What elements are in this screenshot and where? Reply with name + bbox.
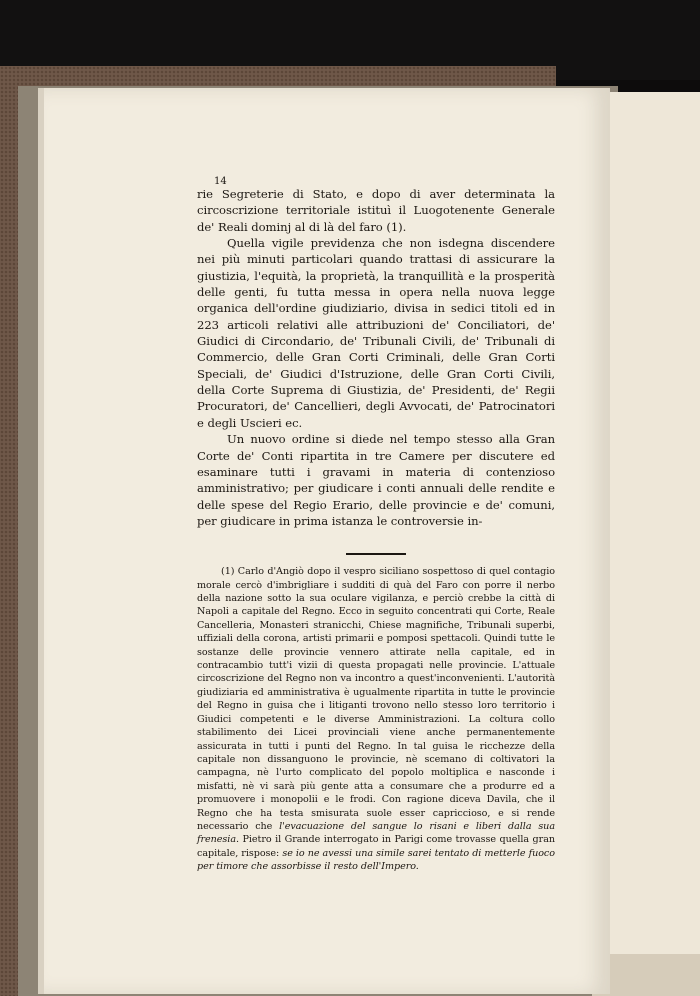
footnote-italic-quote-1: l'evacuazione del sangue lo risani e liberi dalla sua frenesia. <box>197 820 555 846</box>
footnote <box>197 565 555 873</box>
footnote-italic-quote-2: se io ne avessi una simile sarei tentato di metterle fuoco per timore che assorbisse il resto dell'Impero. <box>197 847 555 873</box>
footnote-text: (1) Carlo d'Angiò dopo il vespro siciliano sospettoso di quel contagio morale cercò d'imbrigliare i sudditi di quà del Faro con porre il nerbo della nazione sotto la sua oculare vigilanza, e perciò crebbe la città di Napoli a capitale del Regno. Ecco in seguito concentrati qui Corte, Reale Cancelleria, Monasteri stranicchi, Chiese magnifiche, Tribunali superbi, uffiziali della corona, artisti primarii e pomposi spettacoli. Quindi tutte le sostanze delle provincie vennero attirate nella capitale, ed in contracambio tutt'i vizii di questa propagati nelle provincie. L'attuale circoscrizione del Regno non va incontro a quest'inconvenienti. L'autorità giudiziaria ed amministrativa è ugualmente ripartita in tutte le provincie del Regno in guisa che i litiganti trovono nello stesso loro territorio i Giudici competenti e le diverse Amministrazioni. La coltura collo stabilimento dei Licei provinciali viene anche permanentemente assicurata in tutti i punti del Regno. In tal guisa le ricchezze della capitale non dissanguono le provincie, nè scemano di coltivatori la campagna, nè l'urto complicato del popolo moltiplica e nasconde i misfatti, nè vi sarà più gente atta a consumare che a produrre ed a promuovere i monopolii e le frodi. Con ragione diceva Davila, che il Regno che ha testa smisurata suole esser capriccioso, e si rende necessario che <box>197 566 555 832</box>
paragraph-1: rie Segreterie di Stato, e dopo di aver determinata la circoscrizione territoriale istituì il Luogotenente Generale de' Reali dominj al di là del faro (1). <box>197 187 555 234</box>
footnote-text-2: Pietro il Grande interrogato in Parigi come trovasse quella gran capitale, rispose: <box>197 834 555 859</box>
paragraph-3: Un nuovo ordine si diede nel tempo stesso alla Gran Corte de' Conti ripartita in tre Camere per discutere ed esaminare tutti i gravami in materia di contenzioso amministrativo; per giudicare i conti annuali delle rendite e delle spese del Regio Erario, delle provincie e de' comuni, per giudicare in prima istanza le controversie in- <box>197 432 555 528</box>
page-number: 14 <box>214 176 227 187</box>
page-text-block <box>197 186 555 874</box>
paragraph-2: Quella vigile previdenza che non isdegna discendere nei più minuti particolari quando trattasi di assicurare la giustizia, l'equità, la proprietà, la tranquillità e la prosperità delle genti, fu tutta messa in opera nella nuova legge organica dell'ordine giudiziario, divisa in sedici titoli ed in 223 articoli relativi alle attribuzioni de' Conciliatori, de' Giudici di Circondario, de' Tribunali Civili, de' Tribunali di Commercio, delle Gran Corti Criminali, delle Gran Corti Speciali, de' Giudici d'Istruzione, delle Gran Corti Civili, della Corte Suprema di Giustizia, de' Presidenti, de' Regii Procuratori, de' Cancellieri, degli Avvocati, de' Patrocinatori e degli Uscieri ec. <box>197 236 555 430</box>
footnote-separator <box>346 553 406 555</box>
